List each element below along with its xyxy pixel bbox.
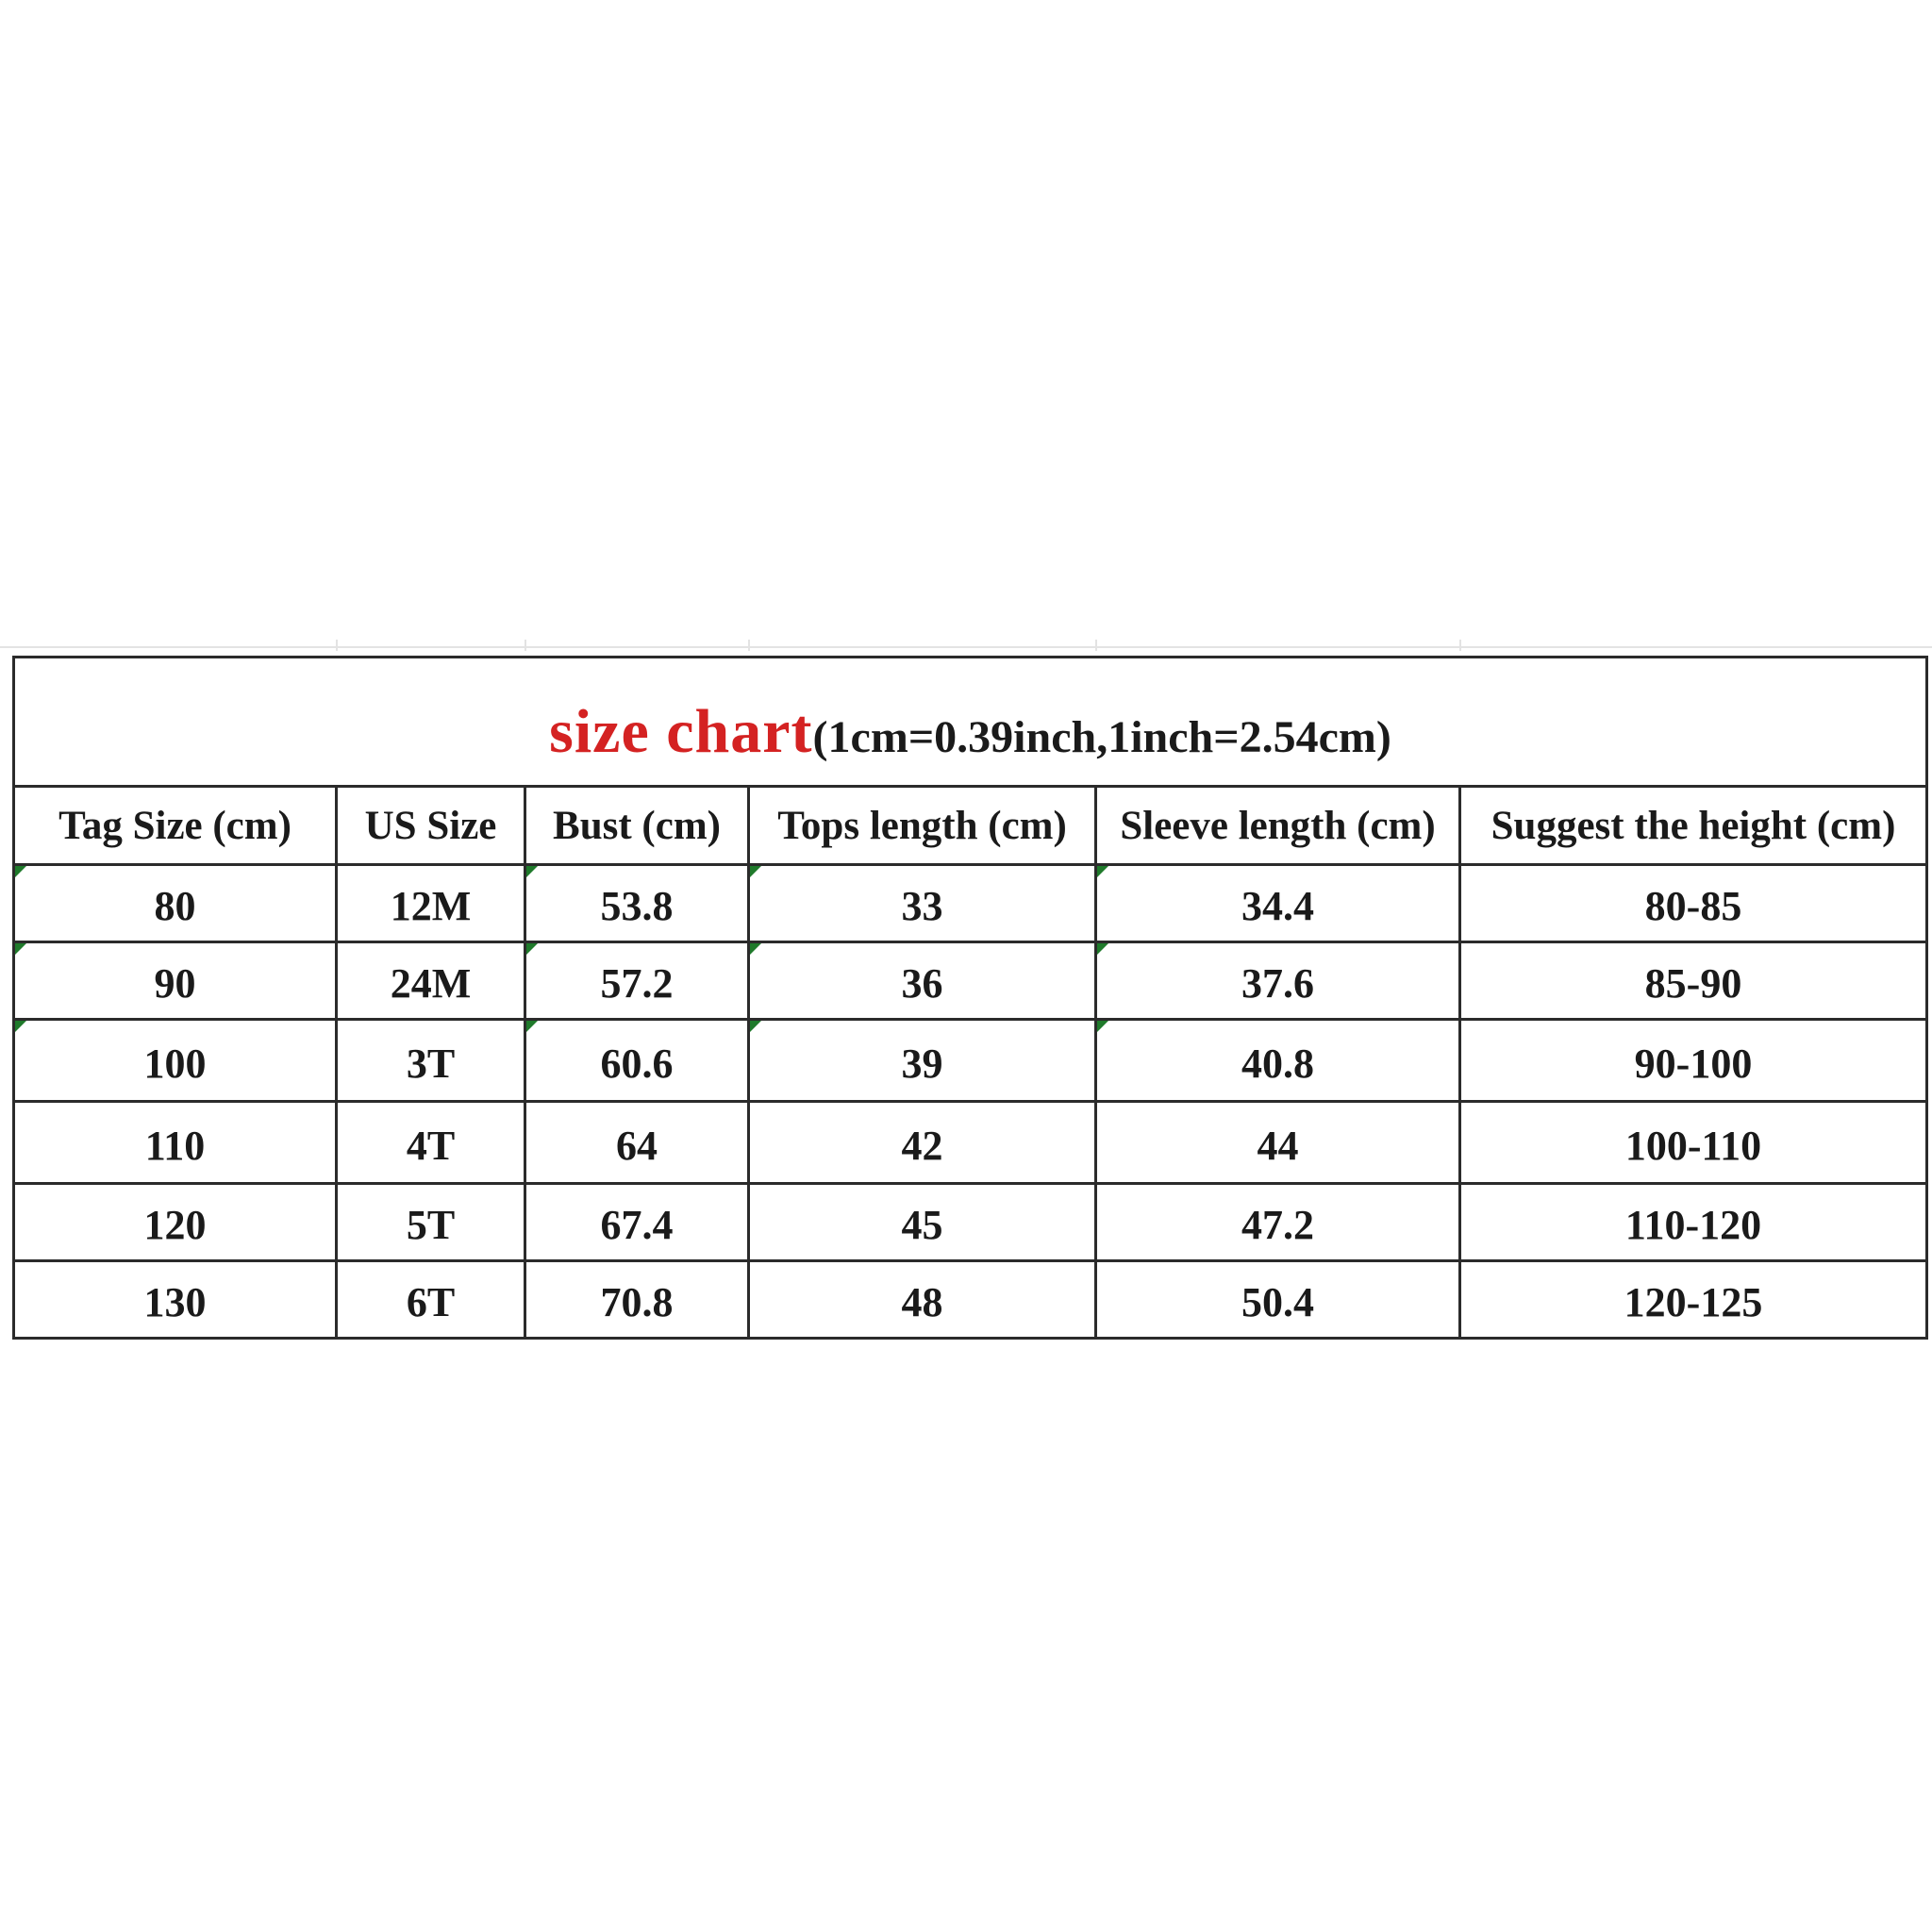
table-row — [14, 865, 1927, 942]
cell-sleeve-length: 37.6 — [1096, 942, 1460, 1020]
size-chart-table — [12, 656, 1928, 1340]
cell-tops-length: 39 — [749, 1020, 1096, 1102]
cell-bust: 67.4 — [525, 1184, 749, 1261]
faint-gridline — [0, 646, 1932, 648]
cell-tops-length: 45 — [749, 1184, 1096, 1261]
column-header-tag-size: Tag Size (cm) — [14, 787, 337, 865]
cell-tag-size: 120 — [14, 1184, 337, 1261]
faint-grid-tick — [1095, 640, 1097, 651]
cell-suggested-height: 80-85 — [1460, 865, 1927, 942]
cell-bust: 57.2 — [525, 942, 749, 1020]
column-header-sleeve-length: Sleeve length (cm) — [1096, 787, 1460, 865]
cell-suggested-height: 100-110 — [1460, 1102, 1927, 1184]
faint-grid-tick — [336, 640, 338, 651]
table-row — [14, 1020, 1927, 1102]
cell-suggested-height: 90-100 — [1460, 1020, 1927, 1102]
faint-grid-tick — [525, 640, 526, 651]
cell-sleeve-length: 47.2 — [1096, 1184, 1460, 1261]
table-row — [14, 1102, 1927, 1184]
column-header-suggested-height: Suggest the height (cm) — [1460, 787, 1927, 865]
cell-bust: 64 — [525, 1102, 749, 1184]
cell-us-size: 24M — [337, 942, 525, 1020]
cell-us-size: 5T — [337, 1184, 525, 1261]
faint-grid-tick — [748, 640, 750, 651]
title-cell — [14, 658, 1927, 787]
column-header-tops-length: Tops length (cm) — [749, 787, 1096, 865]
column-header-us-size: US Size — [337, 787, 525, 865]
cell-us-size: 3T — [337, 1020, 525, 1102]
header-row — [14, 787, 1927, 865]
cell-sleeve-length: 50.4 — [1096, 1261, 1460, 1339]
column-header-bust: Bust (cm) — [525, 787, 749, 865]
cell-tops-length: 42 — [749, 1102, 1096, 1184]
cell-sleeve-length: 40.8 — [1096, 1020, 1460, 1102]
cell-bust: 60.6 — [525, 1020, 749, 1102]
table-row — [14, 942, 1927, 1020]
cell-tag-size: 130 — [14, 1261, 337, 1339]
cell-tag-size: 80 — [14, 865, 337, 942]
cell-suggested-height: 85-90 — [1460, 942, 1927, 1020]
cell-tag-size: 90 — [14, 942, 337, 1020]
cell-suggested-height: 120-125 — [1460, 1261, 1927, 1339]
table-row — [14, 1261, 1927, 1339]
title-row — [14, 658, 1927, 787]
faint-grid-tick — [1459, 640, 1461, 651]
cell-us-size: 4T — [337, 1102, 525, 1184]
cell-bust: 70.8 — [525, 1261, 749, 1339]
chart-title: size chart — [549, 697, 813, 766]
cell-tops-length: 33 — [749, 865, 1096, 942]
cell-suggested-height: 110-120 — [1460, 1184, 1927, 1261]
cell-sleeve-length: 44 — [1096, 1102, 1460, 1184]
table-row — [14, 1184, 1927, 1261]
cell-us-size: 6T — [337, 1261, 525, 1339]
cell-tag-size: 110 — [14, 1102, 337, 1184]
cell-us-size: 12M — [337, 865, 525, 942]
cell-tops-length: 36 — [749, 942, 1096, 1020]
cell-bust: 53.8 — [525, 865, 749, 942]
cell-tag-size: 100 — [14, 1020, 337, 1102]
cell-sleeve-length: 34.4 — [1096, 865, 1460, 942]
unit-conversion-note: (1cm=0.39inch,1inch=2.54cm) — [812, 712, 1391, 762]
cell-tops-length: 48 — [749, 1261, 1096, 1339]
